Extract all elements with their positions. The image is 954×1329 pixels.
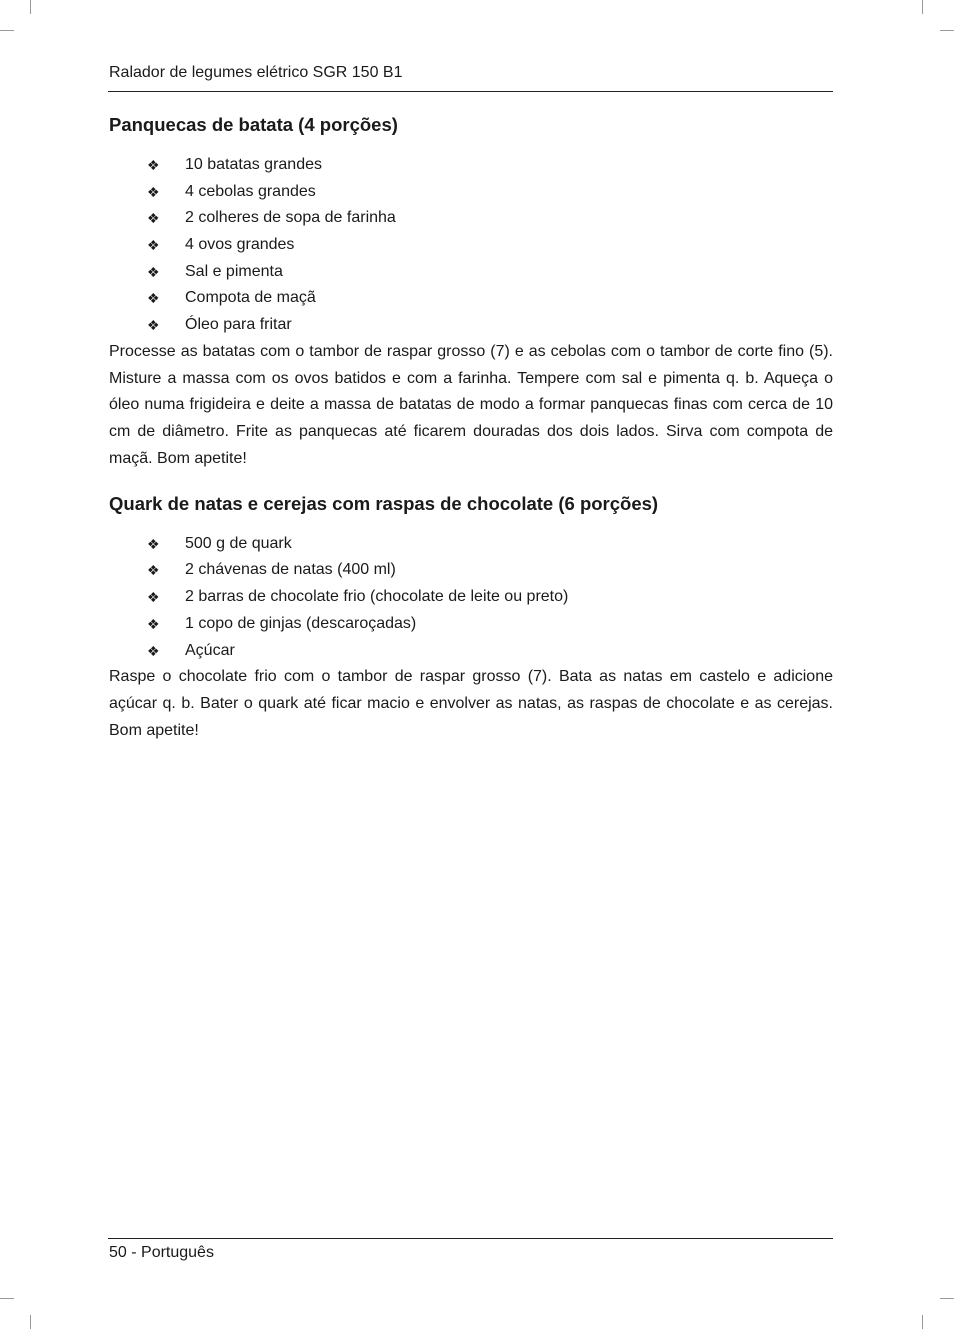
four-diamond-bullet-icon: ❖ xyxy=(147,183,160,200)
section-spacer xyxy=(109,473,833,491)
crop-mark-top-left-h xyxy=(0,30,14,31)
ingredient-text: 2 chávenas de natas (400 ml) xyxy=(185,561,396,579)
recipe-title: Quark de natas e cerejas com raspas de chocolate (6 porções) xyxy=(109,492,659,514)
four-diamond-bullet-icon: ❖ xyxy=(147,615,160,632)
ingredient-item xyxy=(109,312,833,339)
four-diamond-bullet-icon: ❖ xyxy=(147,589,160,606)
crop-mark-bottom-left xyxy=(30,1315,31,1329)
recipe-instructions: Raspe o chocolate frio com o tambor de raspar grosso (7). Bata as natas em castelo e adicione açúcar q. b. Bater o quark até ficar macio e envolver as natas, as raspas de chocolate e as cerejas. Bom apetite! xyxy=(109,668,833,739)
ingredient-text: 4 ovos grandes xyxy=(185,236,295,254)
crop-mark-bottom-left-h xyxy=(0,1298,14,1299)
ingredient-item xyxy=(109,584,833,611)
ingredient-item xyxy=(109,285,833,312)
ingredient-text: 10 batatas grandes xyxy=(185,156,322,173)
footer-rule xyxy=(108,1238,833,1239)
recipe-title: Panquecas de batata (4 porções) xyxy=(109,114,398,135)
recipe-section xyxy=(109,112,833,473)
crop-mark-top-right-h xyxy=(940,30,954,31)
crop-mark-top-left xyxy=(30,0,31,14)
crop-mark-bottom-right-h xyxy=(940,1298,954,1299)
ingredient-item xyxy=(109,205,833,232)
ingredient-text: 2 colheres de sopa de farinha xyxy=(185,209,396,227)
recipe-section xyxy=(109,491,833,745)
ingredient-text: 4 cebolas grandes xyxy=(185,182,316,200)
ingredient-text: 1 copo de ginjas (descaroçadas) xyxy=(185,614,417,632)
crop-mark-top-right xyxy=(922,0,923,14)
four-diamond-bullet-icon: ❖ xyxy=(147,263,160,280)
ingredient-text: Açúcar xyxy=(185,641,235,659)
ingredient-item xyxy=(109,152,833,179)
ingredient-item xyxy=(109,232,833,259)
ingredient-item xyxy=(109,531,833,558)
running-header: Ralador de legumes elétrico SGR 150 B1 xyxy=(109,64,403,81)
four-diamond-bullet-icon: ❖ xyxy=(147,535,160,552)
ingredient-text: Sal e pimenta xyxy=(185,262,283,280)
page-content xyxy=(109,112,833,745)
four-diamond-bullet-icon: ❖ xyxy=(147,157,160,173)
ingredient-text: Óleo para fritar xyxy=(185,316,292,334)
ingredient-text: 2 barras de chocolate frio (chocolate de leite ou preto) xyxy=(185,588,569,606)
ingredient-item xyxy=(109,638,833,665)
ingredient-item xyxy=(109,259,833,286)
page-number-footer: 50 - Português xyxy=(109,1244,214,1261)
ingredient-text: Compota de maçã xyxy=(185,289,316,307)
four-diamond-bullet-icon: ❖ xyxy=(147,642,160,659)
ingredient-list xyxy=(109,531,833,664)
four-diamond-bullet-icon: ❖ xyxy=(147,237,160,254)
crop-mark-bottom-right xyxy=(922,1315,923,1329)
ingredient-item xyxy=(109,557,833,584)
header-rule xyxy=(108,91,833,92)
ingredient-item xyxy=(109,179,833,206)
four-diamond-bullet-icon: ❖ xyxy=(147,210,160,227)
recipe-instructions: Processe as batatas com o tambor de raspar grosso (7) e as cebolas com o tambor de corte fino (5). Misture a massa com os ovos batidos e com a farinha. Tempere com sal e pimenta q. b. Aqueça o óleo numa frigideira e deite a massa de batatas de modo a formar panquecas finas com cerca de 10 cm de diâmetro. Frite as panquecas até ficarem douradas dos dois lados. Sirva com compota de maçã. Bom apetite! xyxy=(109,342,833,467)
four-diamond-bullet-icon: ❖ xyxy=(147,290,160,307)
ingredient-list xyxy=(109,152,833,339)
four-diamond-bullet-icon: ❖ xyxy=(147,317,160,334)
four-diamond-bullet-icon: ❖ xyxy=(147,562,160,579)
ingredient-item xyxy=(109,611,833,638)
ingredient-text: 500 g de quark xyxy=(185,534,292,552)
